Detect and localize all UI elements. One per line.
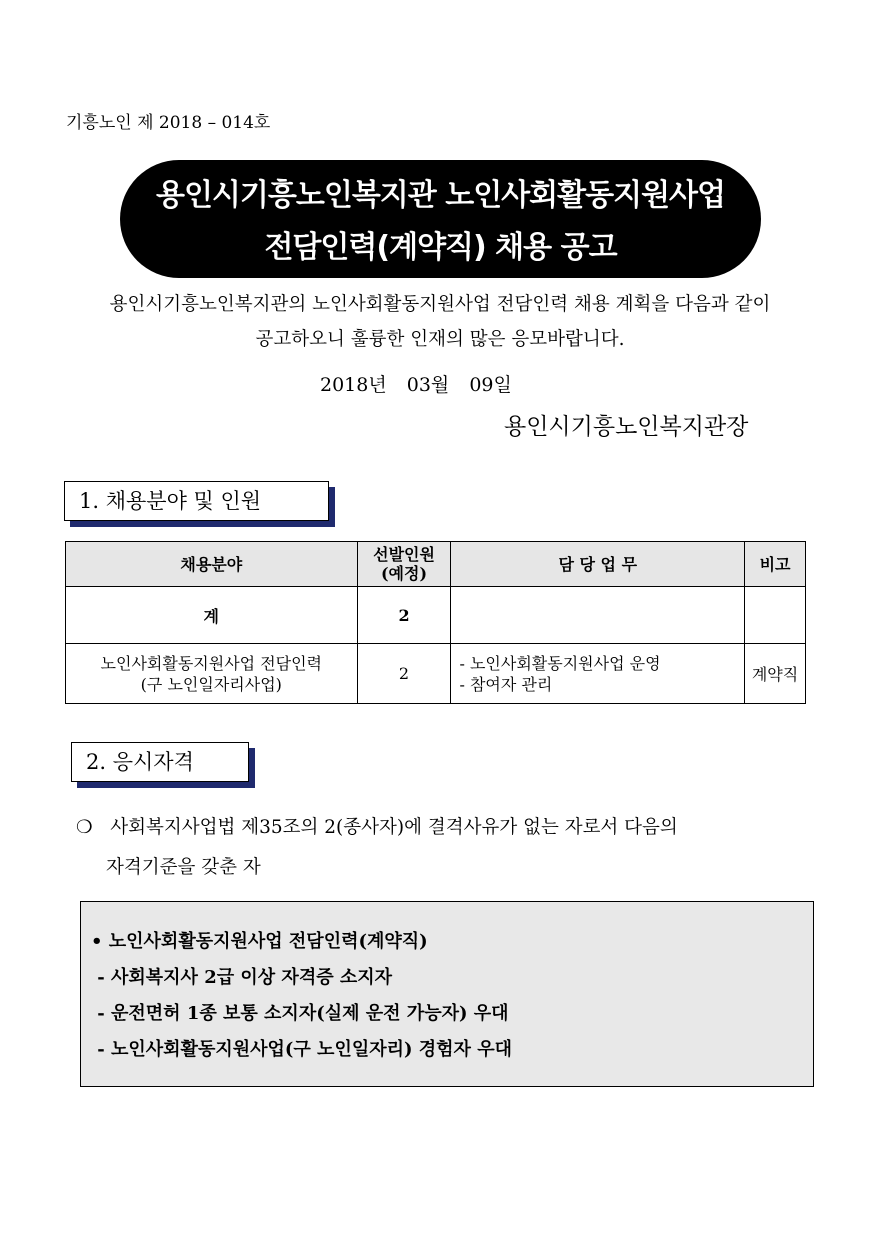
field-cell [66, 644, 358, 704]
recruitment-table [65, 541, 806, 704]
note-cell: 계약직 [745, 644, 806, 704]
title-line-2: 전담인력(계약직) 채용 공고 [264, 230, 617, 265]
duty-line-1: - 노인사회활동지원사업 운영 [459, 653, 661, 673]
count-cell: 2 [357, 644, 451, 704]
duty-cell [451, 644, 745, 704]
field-line-1: 노인사회활동지원사업 전담인력 [100, 653, 323, 673]
total-count: 2 [357, 587, 451, 644]
header-duty: 담 당 업 무 [451, 542, 745, 587]
section-1-heading: 1. 채용분야 및 인원 [64, 481, 329, 521]
intro-line-1: 용인시기흥노인복지관의 노인사회활동지원사업 전담인력 채용 계획을 다음과 같이 [109, 294, 771, 315]
section-2-heading: 2. 응시자격 [71, 742, 249, 782]
list-item: - 사회복지사 2급 이상 자격증 소지자 [91, 967, 393, 988]
total-note [745, 587, 806, 644]
document-number: 기흥노인 제 2018 – 014호 [66, 113, 271, 133]
table-header-row [66, 542, 806, 587]
qualification-line-2: 자격기준을 갖춘 자 [106, 857, 261, 878]
header-count: 선발인원 (예정) [357, 542, 451, 587]
qualification-text [76, 808, 816, 888]
circle-bullet-icon: ❍ [76, 817, 93, 838]
issuer-name: 용인시기흥노인복지관장 [504, 414, 749, 440]
announcement-date: 2018년 03월 09일 [320, 374, 512, 396]
title-line-1: 용인시기흥노인복지관 노인사회활동지원사업 [155, 178, 726, 213]
qualification-text-1: 사회복지사업법 제35조의 2(종사자)에 결격사유가 없는 자로서 다음의 [110, 817, 678, 838]
list-item: - 노인사회활동지원사업(구 노인일자리) 경험자 우대 [91, 1039, 512, 1060]
table-row-total [66, 587, 806, 644]
list-item: - 운전면허 1종 보통 소지자(실제 운전 가능자) 우대 [91, 1003, 509, 1024]
total-duty [451, 587, 745, 644]
intro-line-2: 공고하오니 훌륭한 인재의 많은 응모바랍니다. [255, 329, 625, 350]
header-field: 채용분야 [66, 542, 358, 587]
intro-paragraph [60, 287, 820, 357]
title-banner [120, 160, 761, 278]
total-label: 계 [66, 587, 358, 644]
field-line-2: (구 노인일자리사업) [140, 674, 282, 694]
table-row [66, 644, 806, 704]
qualification-box [80, 901, 814, 1087]
qualification-line-1 [76, 808, 816, 848]
qualification-box-heading: • 노인사회활동지원사업 전담인력(계약직) [91, 931, 428, 952]
duty-line-2: - 참여자 관리 [459, 674, 553, 694]
header-note: 비고 [745, 542, 806, 587]
